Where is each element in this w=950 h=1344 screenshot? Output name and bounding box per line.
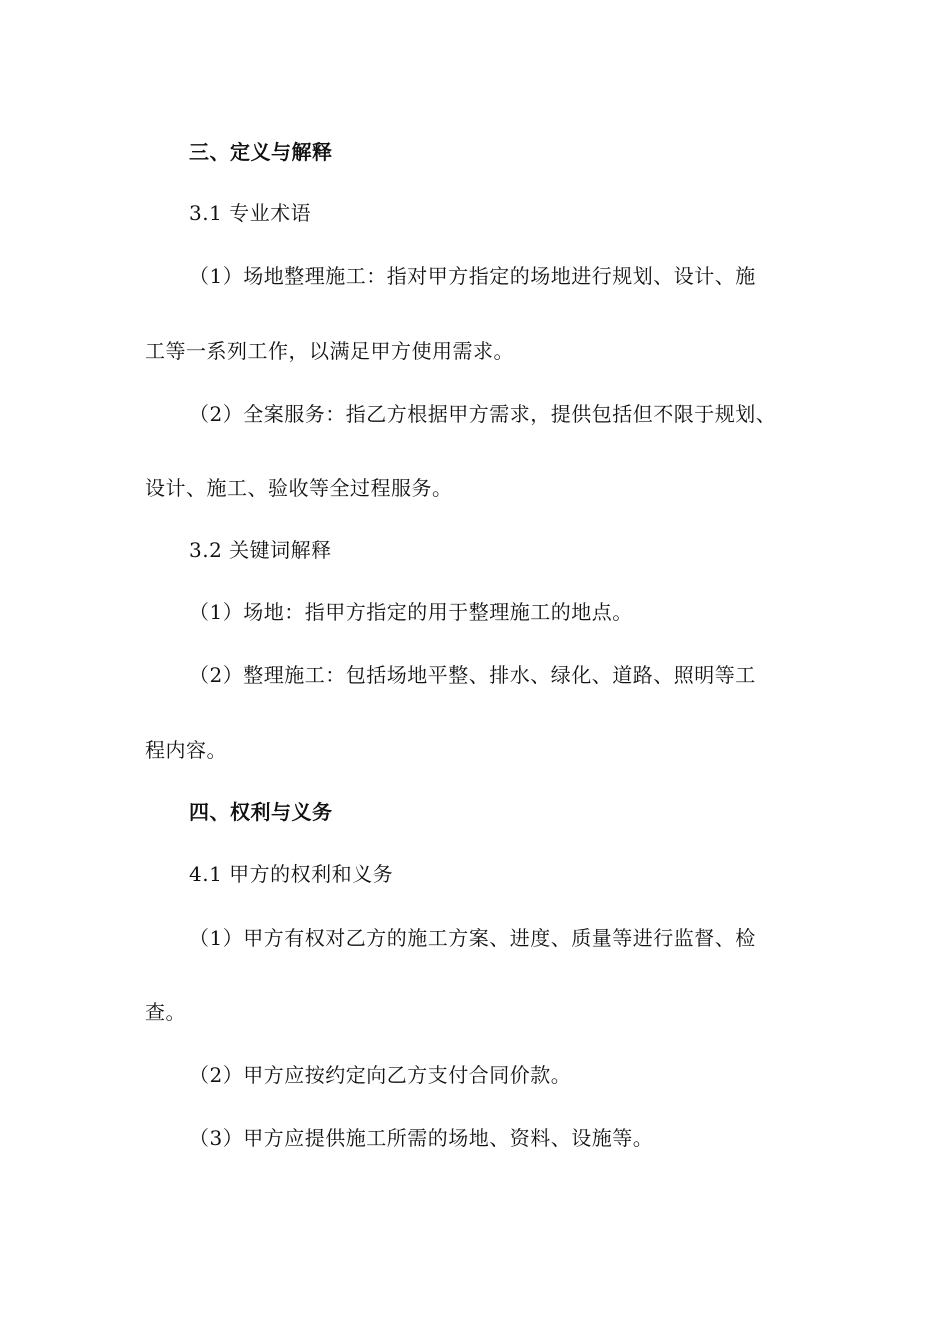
subsection-heading-keywords: 3.2 关键词解释 [189,538,332,562]
paragraph-line: （1）场地整理施工：指对甲方指定的场地进行规划、设计、施 [189,264,756,288]
paragraph-line: （2）整理施工：包括场地平整、排水、绿化、道路、照明等工 [189,663,756,687]
paragraph-line: 程内容。 [145,738,227,762]
paragraph-line: （1）甲方有权对乙方的施工方案、进度、质量等进行监督、检 [189,926,756,950]
paragraph-line: （1）场地：指甲方指定的用于整理施工的地点。 [189,600,633,624]
paragraph-line: 设计、施工、验收等全过程服务。 [145,476,453,500]
section-heading-rights: 四、权利与义务 [189,800,333,824]
section-heading-definitions: 三、定义与解释 [189,140,333,164]
subsection-heading-party-a: 4.1 甲方的权利和义务 [189,862,394,886]
subsection-heading-terms: 3.1 专业术语 [189,201,312,225]
paragraph-line: 工等一系列工作，以满足甲方使用需求。 [145,339,514,363]
paragraph-line: （2）全案服务：指乙方根据甲方需求，提供包括但不限于规划、 [189,402,777,426]
paragraph-line: 查。 [145,1000,186,1024]
paragraph-line: （3）甲方应提供施工所需的场地、资料、设施等。 [189,1126,654,1150]
paragraph-line: （2）甲方应按约定向乙方支付合同价款。 [189,1063,572,1087]
